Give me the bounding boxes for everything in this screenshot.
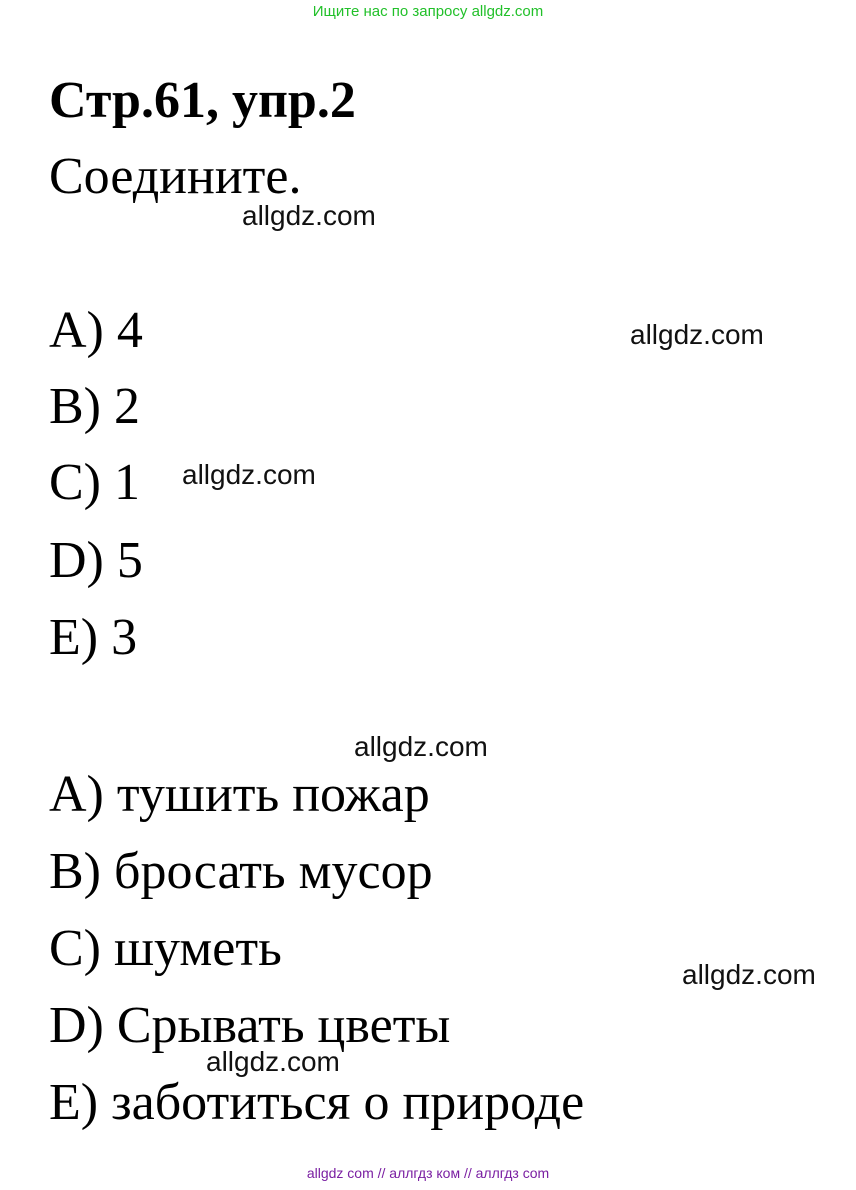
watermark: allgdz.com — [242, 200, 376, 231]
match-answer-a: A) 4 — [49, 302, 143, 359]
match-answer-b: B) 2 — [49, 378, 140, 435]
watermark: allgdz.com — [630, 319, 764, 350]
match-answer-c: C) 1 — [49, 454, 140, 511]
top-banner-link[interactable]: Ищите нас по запросу allgdz.com — [312, 3, 544, 20]
watermark: allgdz.com — [682, 959, 816, 990]
action-item-a: A) тушить пожар — [49, 766, 430, 823]
task-instruction: Соедините. — [49, 148, 302, 205]
match-answer-e: E) 3 — [49, 609, 138, 666]
action-item-d: D) Срывать цветы — [49, 997, 451, 1054]
match-answer-d: D) 5 — [49, 532, 143, 589]
watermark: allgdz.com — [206, 1046, 340, 1077]
watermark: allgdz.com — [354, 731, 488, 762]
footer-links[interactable]: allgdz com // аллгдз ком // аллгдз com — [306, 1165, 550, 1181]
action-item-b: B) бросать мусор — [49, 843, 433, 900]
action-item-c: C) шуметь — [49, 920, 282, 977]
action-item-e: E) заботиться о природе — [49, 1074, 585, 1131]
watermark: allgdz.com — [182, 459, 316, 490]
page-title: Стр.61, упр.2 — [49, 72, 356, 129]
